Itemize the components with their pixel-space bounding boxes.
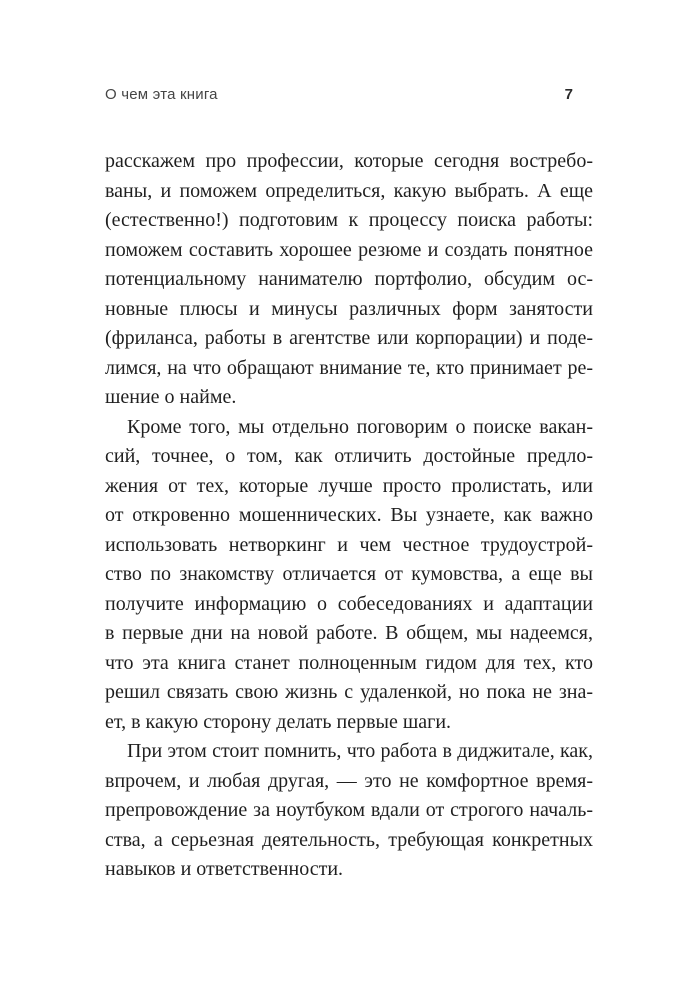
text-line: навыков и ответственности. xyxy=(105,858,344,880)
text-line: решил связать свою жизнь с удаленкой, но пока не зна- xyxy=(105,681,593,703)
text-line: жения от тех, которые лучше просто пролистать, или xyxy=(105,474,593,497)
text-line: ство по знакомству отличается от кумовства, а еще вы xyxy=(105,563,593,585)
text-line: что эта книга станет полноценным гидом для тех, кто xyxy=(105,651,593,674)
text-line: Кроме того, мы отдельно поговорим о поиске вакан- xyxy=(127,415,593,438)
text-line: ства, а серьезная деятельность, требующая конкретных xyxy=(105,828,593,851)
text-line: расскажем про профессии, которые сегодня востребо- xyxy=(105,150,593,172)
running-header xyxy=(105,86,593,103)
text-line: шение о найме. xyxy=(105,386,237,408)
text-line: лимся, на что обращают внимание те, кто принимает ре- xyxy=(105,356,593,379)
text-line: При этом стоит помнить, что работа в диджитале, как, xyxy=(127,740,593,762)
text-line: потенциальному нанимателю портфолио, обсудим ос- xyxy=(105,268,593,290)
text-line: в первые дни на новой работе. В общем, мы надеемся, xyxy=(105,622,593,644)
text-line: от откровенно мошеннических. Вы узнаете, как важно xyxy=(105,504,593,526)
text-line: впрочем, и любая другая, — это не комфортное время- xyxy=(105,769,593,792)
text-line: (естественно!) подготовим к процессу поиска работы: xyxy=(105,209,593,231)
running-header-title: О чем эта книга xyxy=(105,86,218,103)
page-text-block xyxy=(105,147,593,885)
text-line: (фриланса, работы в агентстве или корпорации) и поде- xyxy=(105,327,593,349)
page-number: 7 xyxy=(564,86,573,103)
text-line: ет, в какую сторону делать первые шаги. xyxy=(105,710,452,733)
text-line: получите информацию о собеседованиях и адаптации xyxy=(105,592,593,615)
text-line: ваны, и поможем определиться, какую выбрать. А еще xyxy=(105,179,593,202)
text-line: препровождение за ноутбуком вдали от строгого началь- xyxy=(105,799,593,821)
text-line: сий, точнее, о том, как отличить достойные предло- xyxy=(105,445,593,467)
text-line: новные плюсы и минусы различных форм занятости xyxy=(105,297,593,320)
text-line: поможем составить хорошее резюме и создать понятное xyxy=(105,238,593,261)
text-line: использовать нетворкинг и чем честное трудоустрой- xyxy=(105,533,593,556)
